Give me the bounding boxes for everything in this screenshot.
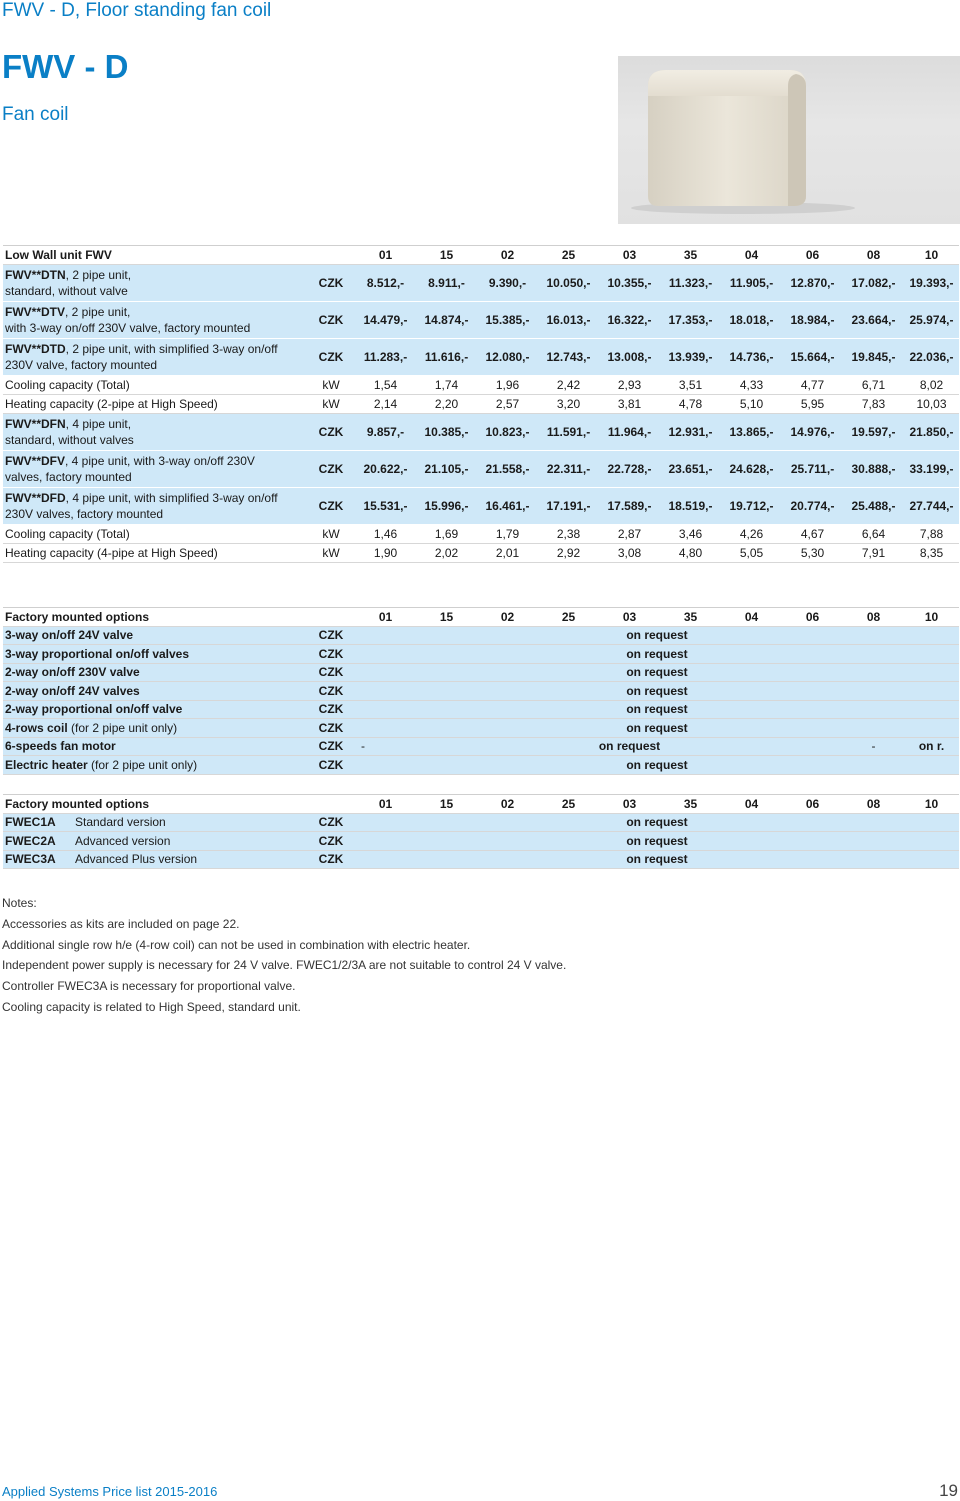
col-header: 02	[477, 246, 538, 265]
product-desc: , 4 pipe unit, with simplified 3-way on/off	[65, 491, 278, 505]
controller-code-text: FWEC1A	[5, 815, 56, 830]
table-header-row	[3, 795, 959, 814]
price-cell: 11.616,-	[416, 339, 477, 376]
option-label	[3, 719, 307, 738]
currency-label: CZK	[307, 645, 355, 664]
price-cell: 18.984,-	[782, 302, 843, 339]
col-header: 01	[355, 246, 416, 265]
table-cell: -	[355, 737, 416, 756]
option-row	[3, 645, 959, 664]
table-cell: 4,78	[660, 395, 721, 414]
price-cell: 17.082,-	[843, 265, 904, 302]
table-row	[3, 737, 959, 756]
col-header: 10	[904, 246, 959, 265]
table-cell: 3,46	[660, 525, 721, 544]
col-header: 04	[721, 608, 782, 627]
product-code: FWV**DTD	[5, 342, 66, 356]
price-cell: 21.558,-	[477, 451, 538, 488]
price-row	[3, 451, 959, 488]
price-cell: 33.199,-	[904, 451, 959, 488]
controller-price: on request	[355, 813, 959, 832]
row-label: Electric heater (for 2 pipe unit only)	[3, 756, 307, 775]
table-cell: 2,92	[538, 544, 599, 563]
price-cell: 14.736,-	[721, 339, 782, 376]
col-header: 06	[782, 608, 843, 627]
table-row	[3, 756, 959, 775]
price-cell: 20.622,-	[355, 451, 416, 488]
table-row	[3, 525, 959, 544]
currency-label: CZK	[307, 663, 355, 682]
option-row	[3, 700, 959, 719]
table-cell: 8,35	[904, 544, 959, 563]
table-cell: 1,79	[477, 525, 538, 544]
option-name: 2-way on/off 230V valve	[5, 665, 140, 680]
table-cell: 6,64	[843, 525, 904, 544]
option-name: 2-way on/off 24V valves	[5, 683, 140, 698]
controller-desc: Standard version	[73, 813, 307, 832]
option-price: on request	[355, 645, 959, 664]
table-header-label: Low Wall unit FWV	[3, 246, 307, 265]
table-cell: 4,26	[721, 525, 782, 544]
col-header: 03	[599, 246, 660, 265]
table-cell: 2,42	[538, 376, 599, 395]
product-desc-line2: standard, without valve	[5, 284, 128, 298]
table-cell: 4,67	[782, 525, 843, 544]
factory-options-table	[3, 607, 959, 775]
controller-desc: Advanced version	[73, 832, 307, 851]
price-cell: 10.050,-	[538, 265, 599, 302]
table-cell: 5,05	[721, 544, 782, 563]
currency-label: CZK	[307, 265, 355, 302]
col-header: 35	[660, 795, 721, 814]
currency-label: CZK	[307, 850, 355, 869]
table-cell: 5,10	[721, 395, 782, 414]
table-cell: 7,88	[904, 525, 959, 544]
price-cell: 22.311,-	[538, 451, 599, 488]
col-header: 15	[416, 246, 477, 265]
table-header-row	[3, 608, 959, 627]
col-header: 06	[782, 795, 843, 814]
controller-code-text: FWEC2A	[5, 833, 56, 848]
table-cell: 2,93	[599, 376, 660, 395]
model-title: FWV - D	[2, 48, 129, 85]
table-cell: 2,14	[355, 395, 416, 414]
price-cell: 14.874,-	[416, 302, 477, 339]
price-cell: 21.850,-	[904, 414, 959, 451]
price-cell: 15.996,-	[416, 488, 477, 525]
col-header: 08	[843, 608, 904, 627]
footer-price-list: Applied Systems Price list 2015-2016	[2, 1484, 218, 1499]
unit-label: CZK	[307, 756, 355, 775]
table-cell: 2,38	[538, 525, 599, 544]
table-cell: 3,81	[599, 395, 660, 414]
price-cell: 9.390,-	[477, 265, 538, 302]
table-cell: on request	[416, 737, 843, 756]
option-label	[3, 645, 307, 664]
controller-desc: Advanced Plus version	[73, 850, 307, 869]
price-cell: 22.728,-	[599, 451, 660, 488]
model-subtitle: Fan coil	[2, 104, 69, 125]
price-cell: 19.597,-	[843, 414, 904, 451]
option-price: on request	[355, 682, 959, 701]
note-line: Accessories as kits are included on page 22.	[2, 916, 240, 931]
product-label	[3, 339, 307, 376]
product-code: FWV**DFN	[5, 417, 66, 431]
table-cell: 1,69	[416, 525, 477, 544]
controller-row	[3, 850, 959, 869]
price-row	[3, 488, 959, 525]
col-header: 35	[660, 246, 721, 265]
price-cell: 14.976,-	[782, 414, 843, 451]
row-label: Cooling capacity (Total)	[3, 376, 307, 395]
currency-label: CZK	[307, 700, 355, 719]
table-row	[3, 395, 959, 414]
product-desc: , 4 pipe unit, with 3-way on/off 230V	[65, 454, 255, 468]
note-line: Additional single row h/e (4-row coil) can not be used in combination with electric heater.	[2, 937, 471, 952]
price-cell: 10.823,-	[477, 414, 538, 451]
controllers-table	[3, 794, 959, 869]
currency-label: CZK	[307, 339, 355, 376]
row-label: 6-speeds fan motor	[3, 737, 307, 756]
product-desc: , 2 pipe unit,	[65, 305, 131, 319]
price-cell: 16.461,-	[477, 488, 538, 525]
table-row	[3, 544, 959, 563]
table-cell: 3,08	[599, 544, 660, 563]
option-label	[3, 682, 307, 701]
note-line: Controller FWEC3A is necessary for proportional valve.	[2, 979, 296, 994]
note-line: Cooling capacity is related to High Speed, standard unit.	[2, 999, 301, 1014]
table-cell: 10,03	[904, 395, 959, 414]
col-header: 02	[477, 795, 538, 814]
table-cell: 2,01	[477, 544, 538, 563]
price-cell: 15.385,-	[477, 302, 538, 339]
col-header: 01	[355, 608, 416, 627]
price-cell: 25.711,-	[782, 451, 843, 488]
price-cell: 12.931,-	[660, 414, 721, 451]
price-cell: 30.888,-	[843, 451, 904, 488]
table-cell: -	[843, 737, 904, 756]
option-note: (for 2 pipe unit only)	[67, 720, 178, 735]
price-cell: 8.911,-	[416, 265, 477, 302]
notes-title: Notes:	[2, 896, 37, 910]
table-row	[3, 376, 959, 395]
option-price: on request	[355, 663, 959, 682]
currency-label: CZK	[307, 302, 355, 339]
currency-label: CZK	[307, 451, 355, 488]
col-header: 08	[843, 795, 904, 814]
option-price: on request	[355, 626, 959, 645]
table-cell: 2,57	[477, 395, 538, 414]
table-cell: 7,83	[843, 395, 904, 414]
price-cell: 18.519,-	[660, 488, 721, 525]
price-cell: 23.651,-	[660, 451, 721, 488]
price-cell: 22.036,-	[904, 339, 959, 376]
col-header: 04	[721, 246, 782, 265]
table-header-label: Factory mounted options	[3, 608, 307, 627]
row-label: Heating capacity (2-pipe at High Speed)	[3, 395, 307, 414]
currency-label: CZK	[307, 626, 355, 645]
product-photo	[618, 56, 960, 224]
price-cell: 25.974,-	[904, 302, 959, 339]
product-label	[3, 414, 307, 451]
table-cell: 5,95	[782, 395, 843, 414]
price-cell: 17.191,-	[538, 488, 599, 525]
col-header: 01	[355, 795, 416, 814]
table-cell: 1,96	[477, 376, 538, 395]
col-header: 35	[660, 608, 721, 627]
price-cell: 18.018,-	[721, 302, 782, 339]
option-label	[3, 700, 307, 719]
currency-label: CZK	[307, 414, 355, 451]
product-code: FWV**DTV	[5, 305, 65, 319]
option-row	[3, 719, 959, 738]
price-cell: 10.385,-	[416, 414, 477, 451]
col-header: 15	[416, 608, 477, 627]
table-cell: 4,80	[660, 544, 721, 563]
price-cell: 11.964,-	[599, 414, 660, 451]
option-name: 2-way proportional on/off valve	[5, 702, 183, 717]
col-header: 04	[721, 795, 782, 814]
price-cell: 13.865,-	[721, 414, 782, 451]
price-cell: 11.323,-	[660, 265, 721, 302]
price-cell: 21.105,-	[416, 451, 477, 488]
price-cell: 17.589,-	[599, 488, 660, 525]
product-label	[3, 451, 307, 488]
product-label	[3, 265, 307, 302]
price-cell: 16.322,-	[599, 302, 660, 339]
currency-label: CZK	[307, 719, 355, 738]
table-cell: 6,71	[843, 376, 904, 395]
unit-label: kW	[307, 525, 355, 544]
col-header: 03	[599, 608, 660, 627]
option-row	[3, 626, 959, 645]
controller-code	[3, 850, 73, 869]
price-row	[3, 302, 959, 339]
price-cell: 10.355,-	[599, 265, 660, 302]
table-cell: 1,46	[355, 525, 416, 544]
option-row	[3, 682, 959, 701]
col-header: 02	[477, 608, 538, 627]
unit-label: kW	[307, 395, 355, 414]
table-cell: 4,33	[721, 376, 782, 395]
option-row	[3, 663, 959, 682]
table-header-label: Factory mounted options	[3, 795, 307, 814]
controller-code	[3, 813, 73, 832]
price-cell: 12.080,-	[477, 339, 538, 376]
product-desc-line2: with 3-way on/off 230V valve, factory mounted	[5, 321, 251, 335]
controller-code	[3, 832, 73, 851]
price-cell: 8.512,-	[355, 265, 416, 302]
table-cell: 3,20	[538, 395, 599, 414]
option-price: on request	[355, 700, 959, 719]
product-label	[3, 488, 307, 525]
page-header-title: FWV - D, Floor standing fan coil	[2, 0, 272, 21]
price-cell: 11.905,-	[721, 265, 782, 302]
row-label: Cooling capacity (Total)	[3, 525, 307, 544]
product-desc-line2: standard, without valves	[5, 433, 134, 447]
table-cell: 2,87	[599, 525, 660, 544]
product-desc-line2: 230V valve, factory mounted	[5, 358, 158, 372]
currency-label: CZK	[307, 488, 355, 525]
price-cell: 17.353,-	[660, 302, 721, 339]
table-cell: on r.	[904, 737, 959, 756]
product-code: FWV**DTN	[5, 268, 66, 282]
controller-row	[3, 832, 959, 851]
table-cell: 3,51	[660, 376, 721, 395]
controller-price: on request	[355, 850, 959, 869]
price-cell: 13.008,-	[599, 339, 660, 376]
row-label: Heating capacity (4-pipe at High Speed)	[3, 544, 307, 563]
price-cell: 9.857,-	[355, 414, 416, 451]
currency-label: CZK	[307, 813, 355, 832]
col-header: 25	[538, 608, 599, 627]
currency-label: CZK	[307, 832, 355, 851]
product-code: FWV**DFD	[5, 491, 66, 505]
fwv-price-table	[3, 245, 959, 563]
option-label	[3, 626, 307, 645]
price-cell: 19.845,-	[843, 339, 904, 376]
table-cell: 8,02	[904, 376, 959, 395]
price-cell: 12.743,-	[538, 339, 599, 376]
col-header: 25	[538, 246, 599, 265]
col-header: 03	[599, 795, 660, 814]
price-cell: 19.393,-	[904, 265, 959, 302]
product-desc: , 2 pipe unit,	[65, 268, 132, 282]
option-name: 3-way proportional on/off valves	[5, 646, 190, 661]
table-cell: 2,02	[416, 544, 477, 563]
col-header: 10	[904, 795, 959, 814]
note-line: Independent power supply is necessary for 24 V valve. FWEC1/2/3A are not suitable to control 24 V valve.	[2, 958, 567, 973]
unit-label: kW	[307, 544, 355, 563]
product-code: FWV**DFV	[5, 454, 65, 468]
product-label	[3, 302, 307, 339]
price-cell: 11.283,-	[355, 339, 416, 376]
price-cell: 20.774,-	[782, 488, 843, 525]
price-cell: 24.628,-	[721, 451, 782, 488]
option-name: 3-way on/off 24V valve	[5, 628, 134, 643]
product-desc-line2: valves, factory mounted	[5, 470, 132, 484]
table-cell: 4,77	[782, 376, 843, 395]
price-cell: 12.870,-	[782, 265, 843, 302]
unit-label: CZK	[307, 737, 355, 756]
price-cell: 13.939,-	[660, 339, 721, 376]
price-cell: 14.479,-	[355, 302, 416, 339]
table-cell: 7,91	[843, 544, 904, 563]
price-cell: 23.664,-	[843, 302, 904, 339]
unit-label: kW	[307, 376, 355, 395]
option-name: 4-rows coil	[5, 720, 68, 735]
table-cell: 5,30	[782, 544, 843, 563]
price-cell: 16.013,-	[538, 302, 599, 339]
controller-price: on request	[355, 832, 959, 851]
col-header: 25	[538, 795, 599, 814]
option-price: on request	[355, 719, 959, 738]
product-desc: , 2 pipe unit, with simplified 3-way on/off	[65, 342, 278, 356]
controller-code-text: FWEC3A	[5, 852, 56, 867]
col-header: 15	[416, 795, 477, 814]
table-cell: on request	[355, 756, 959, 775]
col-header: 08	[843, 246, 904, 265]
price-row	[3, 265, 959, 302]
price-cell: 25.488,-	[843, 488, 904, 525]
price-cell: 27.744,-	[904, 488, 959, 525]
product-desc: , 4 pipe unit,	[65, 417, 132, 431]
option-label	[3, 663, 307, 682]
price-row	[3, 414, 959, 451]
footer-page-number: 19	[939, 1481, 958, 1500]
table-cell: 1,74	[416, 376, 477, 395]
price-cell: 19.712,-	[721, 488, 782, 525]
col-header: 06	[782, 246, 843, 265]
controller-row	[3, 813, 959, 832]
table-header-row	[3, 246, 959, 265]
notes	[2, 893, 566, 1018]
price-row	[3, 339, 959, 376]
table-cell: 1,90	[355, 544, 416, 563]
product-desc-line2: 230V valves, factory mounted	[5, 507, 164, 521]
currency-label: CZK	[307, 682, 355, 701]
price-cell: 15.531,-	[355, 488, 416, 525]
price-cell: 11.591,-	[538, 414, 599, 451]
col-header: 10	[904, 608, 959, 627]
table-cell: 2,20	[416, 395, 477, 414]
table-cell: 1,54	[355, 376, 416, 395]
price-cell: 15.664,-	[782, 339, 843, 376]
